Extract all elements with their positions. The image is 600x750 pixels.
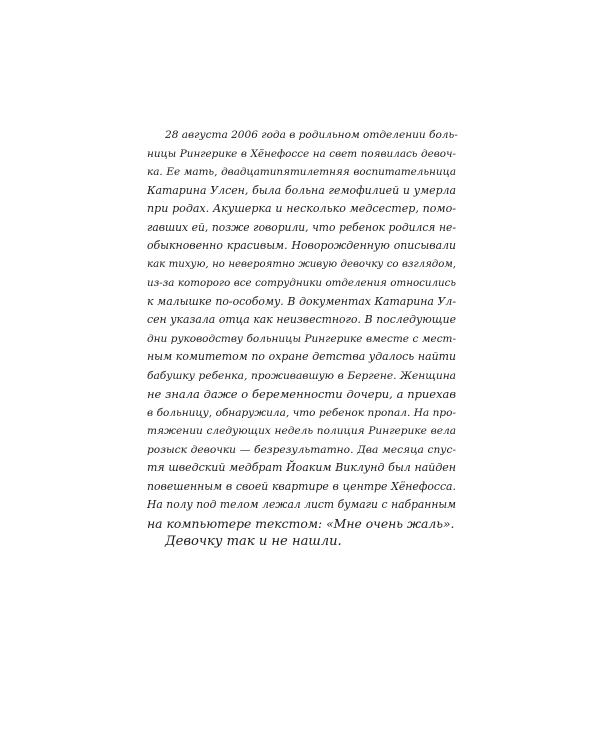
text-line: 28 августа 2006 года в родильном отделении боль- <box>165 129 458 141</box>
text-line: Катарина Улсен, была больна гемофилией и умерла <box>147 183 456 197</box>
text-line: ницы Рингерике в Хёнефоссе на свет появилась девоч- <box>147 147 456 160</box>
text-line: при родах. Акушерка и несколько медсестер, помо- <box>147 202 456 215</box>
text-line: ка. Ее мать, двадцатипятилетняя воспитательница <box>147 166 456 178</box>
text-line: на компьютере текстом: «Мне очень жаль». <box>147 516 455 531</box>
text-line: из-за которого все сотрудники отделения относились <box>147 277 456 289</box>
text-line: обыкновенно красивым. Новорожденную описывали <box>147 239 456 252</box>
body-text <box>147 126 456 552</box>
paragraph-2 <box>147 533 456 552</box>
text-line: На полу под телом лежал лист бумаги с набранным <box>147 498 456 511</box>
text-line: Девочку так и не нашли. <box>165 534 342 549</box>
text-line: тя шведский медбрат Йоаким Виклунд был найден <box>147 461 456 474</box>
text-line: как тихую, но невероятно живую девочку со взглядом, <box>147 258 456 270</box>
text-line: к малышке по-особому. В документах Катарина Ул- <box>147 294 456 308</box>
paragraph-1 <box>147 126 456 533</box>
text-line: розыск девочки — безрезультатно. Два месяца спус- <box>147 442 456 456</box>
text-line: в больницу, обнаружила, что ребенок пропал. На про- <box>147 406 456 419</box>
text-line: дни руководству больницы Рингерике вместе с мест- <box>147 332 456 345</box>
text-line: ным комитетом по охране детства удалось найти <box>147 350 456 363</box>
text-line: не знала даже о беременности дочери, а приехав <box>147 387 456 401</box>
text-line: тяжении следующих недель полиция Рингерике вела <box>147 425 456 437</box>
text-line: бабушку ребенка, проживавшую в Бергене. Женщина <box>147 369 456 382</box>
text-line: повешенным в своей квартире в центре Хёнефосса. <box>147 479 456 493</box>
text-line: гавших ей, позже говорили, что ребенок родился не- <box>147 220 456 234</box>
text-line: сен указала отца как неизвестного. В последующие <box>147 313 456 326</box>
